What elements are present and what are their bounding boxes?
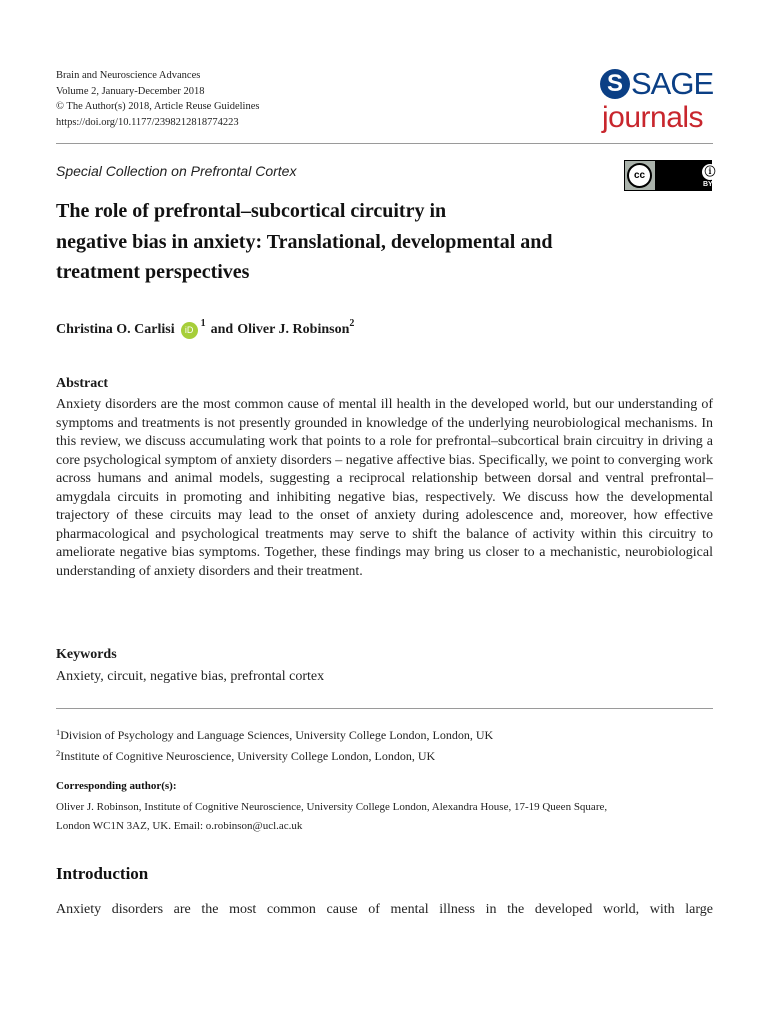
author-list bbox=[56, 319, 354, 341]
journals-wordmark: journals bbox=[602, 101, 704, 134]
affiliation-text: Division of Psychology and Language Sciences, University College London, London, UK bbox=[60, 728, 494, 742]
attribution-icon: ⓘ bbox=[702, 164, 718, 180]
title-line: The role of prefrontal–subcortical circuitry in bbox=[56, 200, 447, 222]
title-line: treatment perspectives bbox=[56, 261, 250, 283]
abstract-body: Anxiety disorders are the most common cause of mental ill health in the developed world, but our understanding of symptoms and treatments is not presently grounded in knowledge of the underlying neurobiological mechanisms. In this review, we discuss accumulating work that points to a role for prefrontal–subcortical brain circuitry in driving a core psychological symptom of anxiety disorders – negative affective bias. Specifically, we point to converging work across humans and animal models, suggesting a reciprocal relationship between dorsal and ventral prefrontal–amygdala circuits in promoting and inhibiting negative bias, respectively. We discuss how the developmental trajectory of these circuits may lead to the onset of anxiety during adolescence and, moreover, how effective pharmacological and psychological treatments may serve to shift the balance of activity within this circuitry to ameliorate negative bias symptoms. Together, these findings may bring us closer to a mechanistic, neurobiological understanding of anxiety disorders and their treatment. bbox=[56, 397, 713, 579]
header-divider bbox=[56, 143, 713, 144]
sage-journals-logo bbox=[600, 66, 716, 140]
affiliation-marker: 2 bbox=[349, 318, 355, 329]
sage-wordmark: SAGE bbox=[631, 66, 714, 101]
cc-by-license-badge[interactable] bbox=[624, 160, 716, 191]
keywords-list: Anxiety, circuit, negative bias, prefrontal cortex bbox=[56, 669, 325, 684]
section-divider bbox=[56, 708, 713, 709]
abstract-heading: Abstract bbox=[56, 376, 109, 391]
author-connector: and bbox=[210, 322, 234, 337]
affiliation-text: Institute of Cognitive Neuroscience, University College London, London, UK bbox=[60, 749, 436, 763]
author-name[interactable]: Oliver J. Robinson bbox=[237, 322, 350, 337]
affiliation-marker: 1 bbox=[200, 318, 206, 329]
title-line: negative bias in anxiety: Translational, developmental and bbox=[56, 230, 553, 253]
affiliation-number: 1 bbox=[56, 727, 61, 737]
article-title bbox=[56, 196, 716, 288]
affiliation-number: 2 bbox=[56, 748, 61, 758]
affiliation-item bbox=[56, 748, 435, 765]
special-collection-label: Special Collection on Prefrontal Cortex bbox=[56, 163, 297, 179]
doi-link[interactable]: https://doi.org/10.1177/2398212818774223 bbox=[56, 116, 239, 128]
sage-s-mark: S bbox=[600, 69, 630, 99]
affiliation-item bbox=[56, 727, 493, 744]
corresponding-author-heading: Corresponding author(s): bbox=[56, 780, 177, 792]
journal-meta bbox=[56, 68, 259, 130]
keywords-heading: Keywords bbox=[56, 647, 117, 662]
copyright-line[interactable]: © The Author(s) 2018, Article Reuse Guidelines bbox=[56, 101, 260, 112]
corresponding-author-details bbox=[56, 798, 716, 836]
orcid-icon[interactable]: iD bbox=[181, 322, 198, 339]
by-label: BY bbox=[703, 181, 713, 188]
introduction-body: Anxiety disorders are the most common cause of mental illness in the developed world, with large bbox=[56, 902, 713, 917]
cc-icon: cc bbox=[627, 163, 652, 188]
corresponding-line: Oliver J. Robinson, Institute of Cognitive Neuroscience, University College London, Alexandra House, 17-19 Queen Square, bbox=[56, 801, 608, 813]
journal-name: Brain and Neuroscience Advances bbox=[56, 70, 201, 81]
introduction-heading: Introduction bbox=[56, 864, 149, 883]
journal-volume: Volume 2, January-December 2018 bbox=[56, 85, 205, 97]
author-name[interactable]: Christina O. Carlisi bbox=[56, 322, 175, 337]
corresponding-line[interactable]: London WC1N 3AZ, UK. Email: o.robinson@ucl.ac.uk bbox=[56, 820, 303, 832]
